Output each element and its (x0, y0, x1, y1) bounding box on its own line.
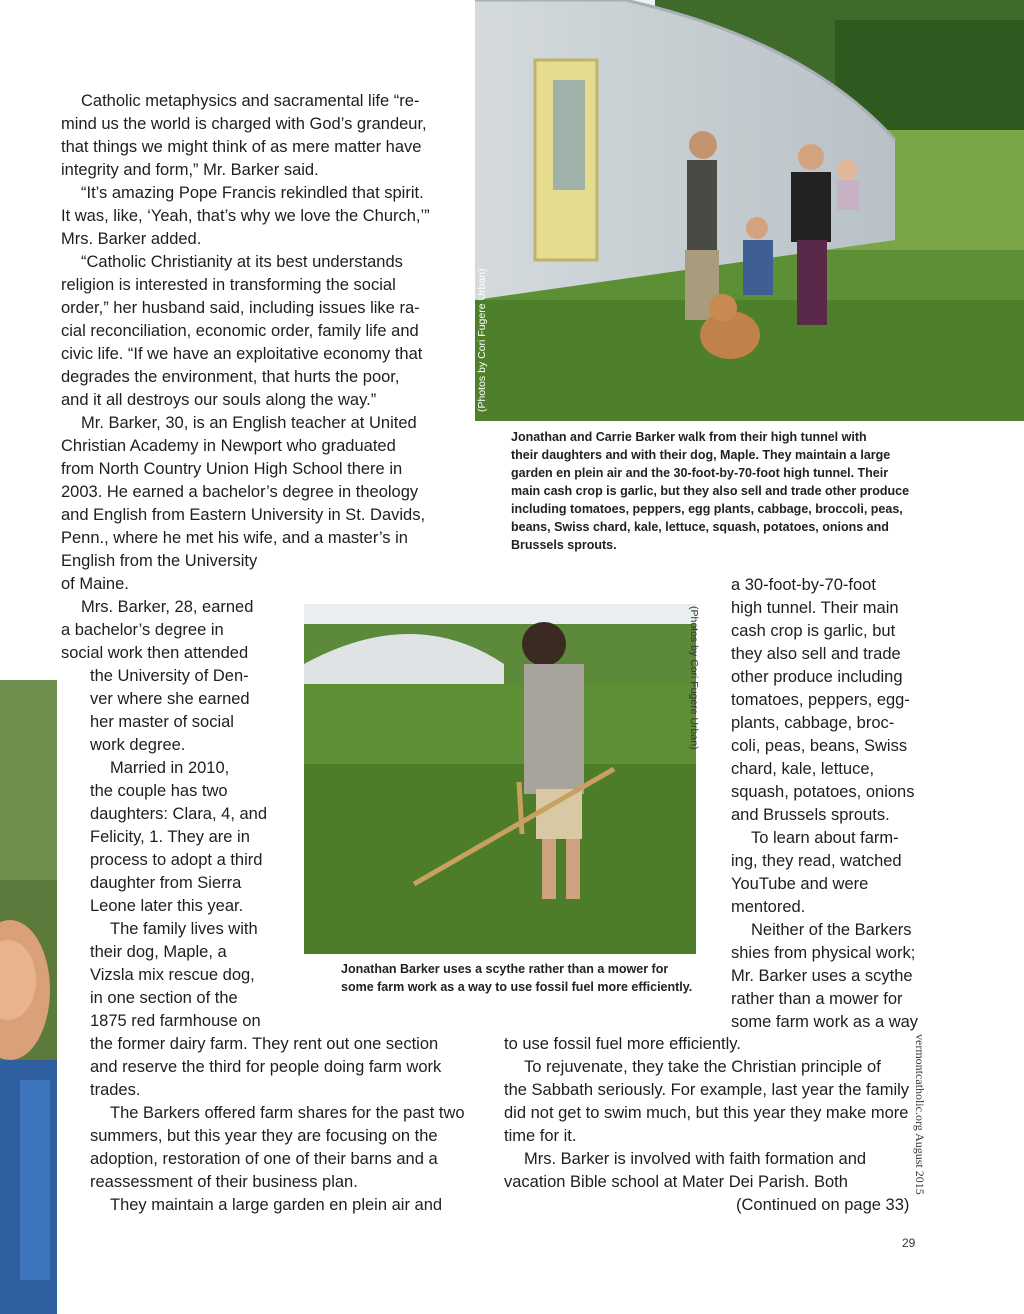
text-line: They maintain a large garden en plein air and (110, 1196, 443, 1214)
text-line: some farm work as a way (731, 1013, 919, 1031)
text-line: of Maine. (61, 575, 129, 593)
text-line: and Brussels sprouts. (731, 806, 890, 824)
text-line: religion is interested in transforming the social (61, 276, 396, 294)
text-line: Married in 2010, (110, 759, 230, 777)
text-line: “Catholic Christianity at its best understands (81, 253, 403, 271)
text-line: the University of Den- (90, 667, 249, 685)
text-line: 1875 red farmhouse on (90, 1012, 261, 1030)
text-line: integrity and form,” Mr. Barker said. (61, 161, 319, 179)
text-line: daughters: Clara, 4, and (90, 805, 268, 823)
text-line: “It’s amazing Pope Francis rekindled that spirit. (81, 184, 424, 202)
family-high-tunnel-photo (475, 0, 1024, 421)
text-line: civic life. “If we have an exploitative economy that (61, 345, 423, 363)
text-line: rather than a mower for (731, 990, 903, 1008)
text-line: Felicity, 1. They are in (90, 828, 250, 846)
text-line: It was, like, ‘Yeah, that’s why we love the Church,’” (61, 207, 430, 225)
text-line: the former dairy farm. They rent out one section (90, 1035, 439, 1053)
text-line: the couple has two (90, 782, 228, 800)
text-line: shies from physical work; (731, 944, 916, 962)
text-line: mentored. (731, 898, 806, 916)
text-line: adoption, restoration of one of their barns and a (90, 1150, 438, 1168)
text-line: in one section of the (90, 989, 238, 1007)
caption-line: Brussels sprouts. (511, 538, 617, 552)
text-line: process to adopt a third (90, 851, 263, 869)
text-line: order,” her husband said, including issues like ra- (61, 299, 420, 317)
text-line: a 30-foot-by-70-foot (731, 576, 876, 594)
text-line: her master of social (90, 713, 234, 731)
middle-photo-credit: (Photos by Cori Fugere Urban) (688, 606, 700, 750)
caption-line: their daughters and with their dog, Maple. They maintain a large (511, 448, 891, 462)
text-line: did not get to swim much, but this year they make more (504, 1104, 909, 1122)
text-line: daughter from Sierra (90, 874, 242, 892)
caption-line: garden en plein air and the 30-foot-by-70-foot high tunnel. Their (511, 466, 889, 480)
text-line: The family lives with (110, 920, 258, 938)
text-line: they also sell and trade (731, 645, 901, 663)
running-head: vermontcatholic.org August 2015 (913, 1034, 927, 1195)
text-line: degrades the environment, that hurts the poor, (61, 368, 400, 386)
left-edge-photo (0, 680, 57, 1314)
text-line: Mr. Barker, 30, is an English teacher at United (81, 414, 417, 432)
caption-line: main cash crop is garlic, but they also sell and trade other produce (511, 484, 910, 498)
text-line: their dog, Maple, a (90, 943, 227, 961)
text-line: from North Country Union High School there in (61, 460, 403, 478)
text-line: To learn about farm- (751, 829, 899, 847)
text-line: Vizsla mix rescue dog, (90, 966, 255, 984)
text-line: and reserve the third for people doing farm work (90, 1058, 442, 1076)
text-line: high tunnel. Their main (731, 599, 899, 617)
text-line: work degree. (90, 736, 186, 754)
text-line: ing, they read, watched (731, 852, 902, 870)
top-photo-credit: (Photos by Cori Fugere Urban) (476, 268, 488, 412)
text-line: cial reconciliation, economic order, family life and (61, 322, 419, 340)
text-line: plants, cabbage, broc- (731, 714, 895, 732)
text-line: Neither of the Barkers (751, 921, 912, 939)
text-line: trades. (90, 1081, 141, 1099)
caption-line: Jonathan and Carrie Barker walk from their high tunnel with (511, 430, 867, 444)
page-number: 29 (902, 1236, 916, 1250)
text-line: To rejuvenate, they take the Christian principle of (524, 1058, 881, 1076)
caption-line: including tomatoes, peppers, egg plants, cabbage, broccoli, peas, (511, 502, 903, 516)
text-line: and English from Eastern University in St. Davids, (61, 506, 426, 524)
caption-line: Jonathan Barker uses a scythe rather than a mower for (341, 962, 669, 976)
text-line: Mrs. Barker, 28, earned (81, 598, 254, 616)
text-line: mind us the world is charged with God’s grandeur, (61, 115, 427, 133)
text-line: social work then attended (61, 644, 249, 662)
text-line: Penn., where he met his wife, and a master’s in (61, 529, 408, 547)
text-line: that things we might think of as mere matter have (61, 138, 422, 156)
text-line: reassessment of their business plan. (90, 1173, 358, 1191)
text-line: coli, peas, beans, Swiss (731, 737, 908, 755)
text-line: cash crop is garlic, but (731, 622, 896, 640)
text-line: to use fossil fuel more efficiently. (504, 1035, 741, 1053)
text-line: ver where she earned (90, 690, 250, 708)
text-line: other produce including (731, 668, 903, 686)
text-line: a bachelor’s degree in (61, 621, 224, 639)
text-line: the Sabbath seriously. For example, last year the family (504, 1081, 910, 1099)
caption-line: some farm work as a way to use fossil fuel more efficiently. (341, 980, 693, 994)
text-line: and it all destroys our souls along the way.” (61, 391, 377, 409)
text-line: Mr. Barker uses a scythe (731, 967, 913, 985)
text-line: English from the University (61, 552, 258, 570)
caption-line: beans, Swiss chard, kale, lettuce, squash, potatoes, onions and (511, 520, 889, 534)
text-line: squash, potatoes, onions (731, 783, 915, 801)
text-line: The Barkers offered farm shares for the past two (110, 1104, 465, 1122)
text-line: summers, but this year they are focusing on the (90, 1127, 438, 1145)
text-line: Christian Academy in Newport who graduated (61, 437, 396, 455)
continued-note: (Continued on page 33) (736, 1196, 910, 1214)
text-line: chard, kale, lettuce, (731, 760, 875, 778)
text-line: tomatoes, peppers, egg- (731, 691, 910, 709)
text-line: vacation Bible school at Mater Dei Parish. Both (504, 1173, 848, 1191)
text-line: time for it. (504, 1127, 577, 1145)
text-line: Mrs. Barker is involved with faith formation and (524, 1150, 867, 1168)
text-line: Catholic metaphysics and sacramental life “re- (81, 92, 420, 110)
text-line: Mrs. Barker added. (61, 230, 202, 248)
scythe-photo (304, 604, 696, 954)
text-line: Leone later this year. (90, 897, 244, 915)
text-line: 2003. He earned a bachelor’s degree in theology (61, 483, 419, 501)
text-line: YouTube and were (731, 875, 869, 893)
